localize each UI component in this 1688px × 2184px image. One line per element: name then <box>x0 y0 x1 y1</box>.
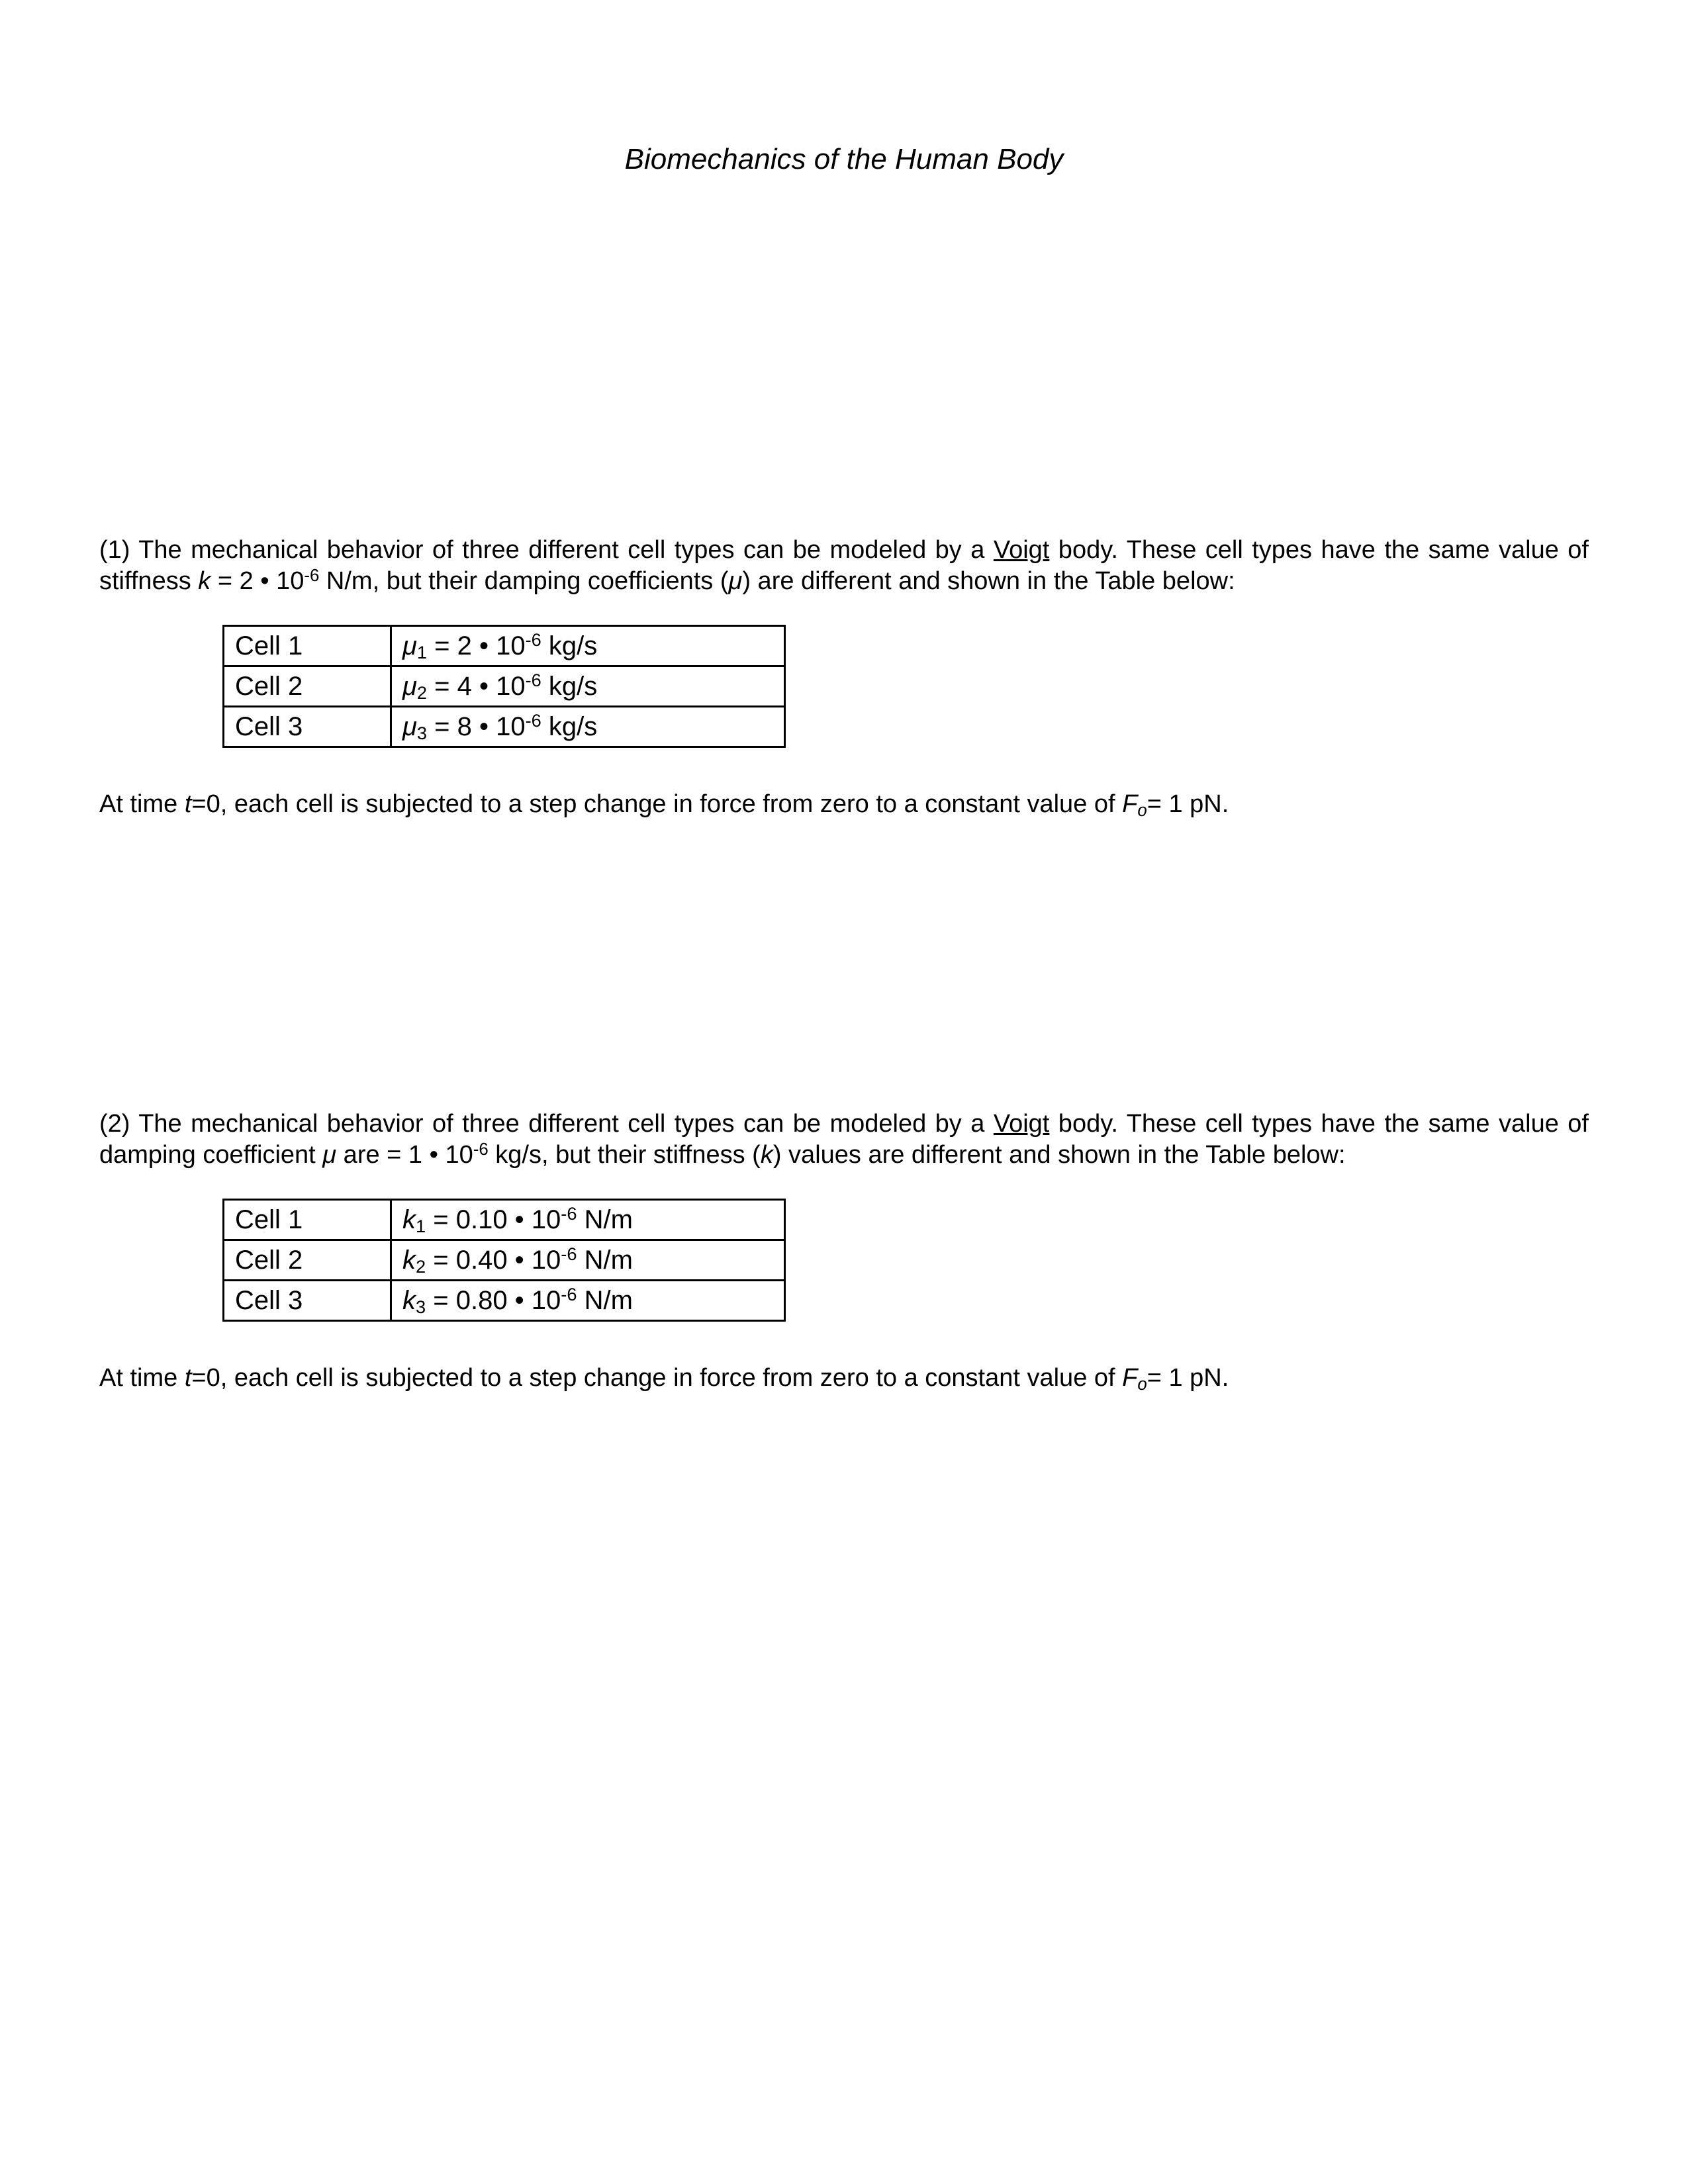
cell-label: Cell 2 <box>224 666 391 707</box>
problem-1-table <box>222 625 786 748</box>
table-row <box>224 666 785 707</box>
table-row <box>224 1281 785 1321</box>
page-title: Biomechanics of the Human Body <box>624 143 1064 175</box>
cell-label: Cell 3 <box>224 1281 391 1321</box>
problem-1-note: At time t=0, each cell is subjected to a step change in force from zero to a constant value of Fo= 1 pN. <box>99 790 1229 820</box>
table-row <box>224 1240 785 1281</box>
problem-2-note: At time t=0, each cell is subjected to a step change in force from zero to a constant value of Fo= 1 pN. <box>99 1364 1229 1394</box>
cell-value: k1 = 0.10 • $10^{-6}$ N/m <box>391 1200 785 1240</box>
cell-value: k3 = 0.80 • $10^{-6}$ N/m <box>391 1281 785 1321</box>
problem-2-intro: (2) The mechanical behavior of three different cell types can be modeled by a Voigt body. These cell types have the same value of damping coefficient μ are = 1 • $10^{-6}$ kg/s, but their stiffness (k) values are different and shown in the Table below: <box>99 1110 1589 1169</box>
problem-1-intro: (1) The mechanical behavior of three different cell types can be modeled by a Voigt body. These cell types have the same value of stiffness k = 2 • $10^{-6}$ N/m, but their damping coefficients (μ) are different and shown in the Table below: <box>99 535 1589 595</box>
cell-label: Cell 2 <box>224 1240 391 1281</box>
table-row <box>224 707 785 747</box>
cell-label: Cell 3 <box>224 707 391 747</box>
table-row <box>224 626 785 666</box>
cell-label: Cell 1 <box>224 626 391 666</box>
cell-value: μ1 = 2 • $10^{-6}$ kg/s <box>391 626 785 666</box>
table-row <box>224 1200 785 1240</box>
cell-value: μ2 = 4 • $10^{-6}$ kg/s <box>391 666 785 707</box>
cell-label: Cell 1 <box>224 1200 391 1240</box>
cell-value: μ3 = 8 • $10^{-6}$ kg/s <box>391 707 785 747</box>
problem-2-table <box>222 1199 786 1322</box>
cell-value: k2 = 0.40 • $10^{-6}$ N/m <box>391 1240 785 1281</box>
